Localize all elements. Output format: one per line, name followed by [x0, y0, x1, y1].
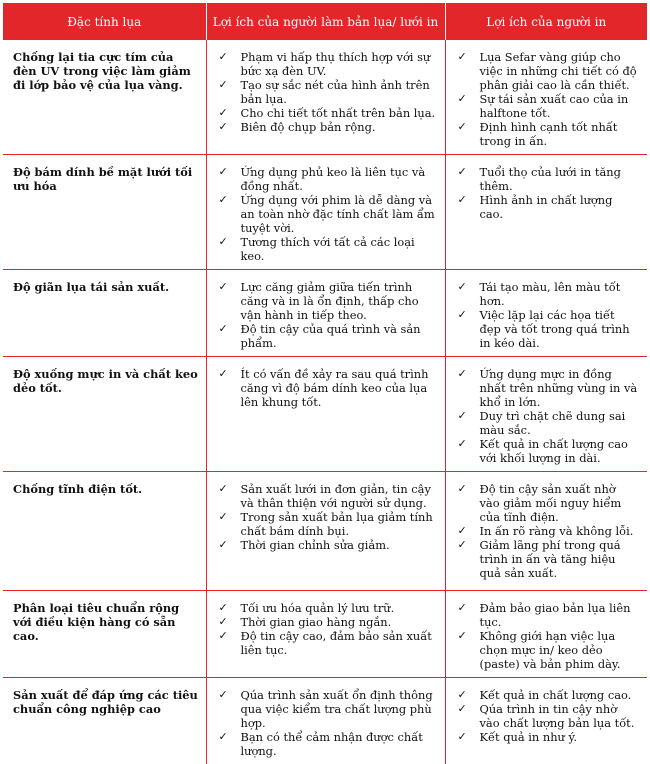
- checkmark-icon: ✓: [458, 730, 467, 744]
- checkmark-icon: ✓: [458, 482, 467, 496]
- list-item-text: Trong sản xuất bản lụa giảm tính chất bám dính bụi.: [241, 510, 433, 538]
- list-item: [215, 280, 437, 322]
- table-header-row: [3, 3, 647, 40]
- list-item-text: Biên độ chụp bản rộng.: [241, 120, 376, 134]
- list-item-text: Độ tin cậy của quá trình và sản phẩm.: [241, 322, 421, 350]
- checkmark-icon: ✓: [458, 120, 467, 134]
- list-item: [454, 629, 640, 671]
- list-item: [454, 50, 640, 92]
- list-item: [215, 235, 437, 263]
- list-item-text: Qúa trình in tin cậy nhờ vào chất lượng bản lụa tốt.: [480, 702, 635, 730]
- list-item: [454, 409, 640, 437]
- table-row: [3, 678, 647, 764]
- checkmark-icon: ✓: [219, 367, 228, 381]
- checkmark-icon: ✓: [458, 538, 467, 552]
- list-item-text: Định hình cạnh tốt nhất trong in ấn.: [480, 120, 618, 148]
- list-item: [215, 510, 437, 538]
- printer-benefits-list: [454, 50, 640, 148]
- property-cell: Độ xuống mực in và chất keo dẻo tốt.: [3, 357, 206, 472]
- list-item: [454, 165, 640, 193]
- table-row: [3, 357, 647, 472]
- checkmark-icon: ✓: [458, 409, 467, 423]
- maker-benefits-list: [215, 601, 437, 657]
- maker-benefits-list: [215, 280, 437, 350]
- maker-benefits-cell: [206, 155, 445, 270]
- list-item-text: Ứng dụng mực in đồng nhất trên những vùng in và khổ in lớn.: [480, 367, 638, 409]
- list-item: [215, 601, 437, 615]
- list-item: [454, 482, 640, 524]
- list-item: [215, 322, 437, 350]
- header-maker-benefits: Lợi ích của người làm bản lụa/ lưới in: [206, 3, 445, 40]
- checkmark-icon: ✓: [219, 50, 228, 64]
- list-item-text: Cho chi tiết tốt nhất trên bản lụa.: [241, 106, 436, 120]
- checkmark-icon: ✓: [219, 629, 228, 643]
- table-row: [3, 591, 647, 678]
- checkmark-icon: ✓: [219, 280, 228, 294]
- table-row: [3, 40, 647, 155]
- table-row: [3, 155, 647, 270]
- printer-benefits-cell: [445, 591, 647, 678]
- printer-benefits-list: [454, 482, 640, 580]
- list-item: [454, 688, 640, 702]
- list-item-text: Kết quả in chất lượng cao.: [480, 688, 632, 702]
- checkmark-icon: ✓: [458, 688, 467, 702]
- list-item: [215, 730, 437, 758]
- list-item-text: Ứng dụng phủ keo là liên tục và đồng nhất.: [241, 165, 426, 193]
- list-item-text: Thời gian giao hàng ngắn.: [241, 615, 392, 629]
- list-item: [454, 193, 640, 221]
- checkmark-icon: ✓: [458, 280, 467, 294]
- checkmark-icon: ✓: [458, 92, 467, 106]
- checkmark-icon: ✓: [219, 601, 228, 615]
- list-item-text: Tái tạo màu, lên màu tốt hơn.: [480, 280, 621, 308]
- list-item: [215, 78, 437, 106]
- list-item: [215, 120, 437, 134]
- list-item-text: Ít có vấn đề xảy ra sau quá trình căng vì độ bám dính keo của lụa lên khung tốt.: [241, 367, 429, 409]
- list-item-text: Bạn có thể cảm nhận được chất lượng.: [241, 730, 423, 758]
- printer-benefits-cell: [445, 472, 647, 591]
- property-cell: Chống tĩnh điện tốt.: [3, 472, 206, 591]
- maker-benefits-cell: [206, 678, 445, 764]
- list-item-text: Độ tin cậy sản xuất nhờ vào giảm mối nguy hiểm của tĩnh điện.: [480, 482, 622, 524]
- list-item-text: Sản xuất lưới in đơn giản, tin cậy và thân thiện với người sử dụng.: [241, 482, 431, 510]
- property-cell: Độ giãn lụa tái sản xuất.: [3, 270, 206, 357]
- checkmark-icon: ✓: [458, 308, 467, 322]
- list-item-text: Tuổi thọ của lưới in tăng thêm.: [480, 165, 621, 193]
- list-item: [215, 629, 437, 657]
- maker-benefits-cell: [206, 357, 445, 472]
- checkmark-icon: ✓: [458, 193, 467, 207]
- checkmark-icon: ✓: [458, 437, 467, 451]
- list-item: [215, 688, 437, 730]
- list-item-text: Phạm vi hấp thụ thích hợp với sự bức xạ đèn UV.: [241, 50, 431, 78]
- maker-benefits-list: [215, 50, 437, 134]
- checkmark-icon: ✓: [219, 193, 228, 207]
- maker-benefits-cell: [206, 40, 445, 155]
- printer-benefits-cell: [445, 40, 647, 155]
- checkmark-icon: ✓: [219, 165, 228, 179]
- checkmark-icon: ✓: [458, 702, 467, 716]
- printer-benefits-list: [454, 165, 640, 221]
- printer-benefits-list: [454, 601, 640, 671]
- list-item-text: Kết quả in như ý.: [480, 730, 578, 744]
- list-item-text: Kết quả in chất lượng cao với khối lượng in dài.: [480, 437, 628, 465]
- list-item: [454, 367, 640, 409]
- list-item-text: Lực căng giảm giữa tiến trình căng và in là ổn định, thấp cho vận hành in tiếp theo.: [241, 280, 419, 322]
- checkmark-icon: ✓: [458, 165, 467, 179]
- property-cell: Phân loại tiêu chuẩn rộng với điều kiện hàng có sẵn cao.: [3, 591, 206, 678]
- checkmark-icon: ✓: [458, 629, 467, 643]
- checkmark-icon: ✓: [219, 730, 228, 744]
- maker-benefits-list: [215, 688, 437, 758]
- list-item-text: Duy trì chặt chẽ dung sai màu sắc.: [480, 409, 626, 437]
- list-item: [454, 120, 640, 148]
- list-item: [454, 524, 640, 538]
- list-item-text: In ấn rõ ràng và không lỗi.: [480, 524, 634, 538]
- list-item-text: Thời gian chỉnh sửa giảm.: [241, 538, 390, 552]
- list-item: [454, 280, 640, 308]
- list-item-text: Việc lặp lại các họa tiết đẹp và tốt trong quá trình in kéo dài.: [480, 308, 630, 350]
- table-row: [3, 270, 647, 357]
- list-item: [215, 106, 437, 120]
- maker-benefits-list: [215, 367, 437, 409]
- list-item: [454, 437, 640, 465]
- list-item-text: Tương thích với tất cả các loại keo.: [241, 235, 415, 263]
- list-item-text: Qúa trình sản xuất ổn định thông qua việc kiểm tra chất lượng phù hợp.: [241, 688, 433, 730]
- list-item: [215, 367, 437, 409]
- list-item-text: Giảm lãng phí trong quá trình in ấn và tăng hiệu quả sản xuất.: [480, 538, 621, 580]
- checkmark-icon: ✓: [458, 50, 467, 64]
- list-item-text: Ứng dụng với phim là dễ dàng và an toàn nhờ đặc tính chất làm ẩm tuyệt vời.: [241, 193, 435, 235]
- property-cell: Độ bám dính bề mặt lưới tối ưu hóa: [3, 155, 206, 270]
- list-item: [215, 615, 437, 629]
- list-item-text: Hình ảnh in chất lượng cao.: [480, 193, 613, 221]
- list-item: [454, 601, 640, 629]
- printer-benefits-list: [454, 280, 640, 350]
- maker-benefits-cell: [206, 472, 445, 591]
- checkmark-icon: ✓: [458, 601, 467, 615]
- list-item: [215, 193, 437, 235]
- checkmark-icon: ✓: [458, 367, 467, 381]
- printer-benefits-cell: [445, 155, 647, 270]
- list-item: [215, 50, 437, 78]
- list-item-text: Sự tái sản xuất cao của in halftone tốt.: [480, 92, 629, 120]
- benefits-table: [3, 3, 647, 764]
- list-item: [454, 702, 640, 730]
- checkmark-icon: ✓: [219, 120, 228, 134]
- list-item-text: Đảm bảo giao bản lụa liên tục.: [480, 601, 631, 629]
- printer-benefits-cell: [445, 357, 647, 472]
- checkmark-icon: ✓: [219, 235, 228, 249]
- checkmark-icon: ✓: [219, 688, 228, 702]
- list-item-text: Độ tin cậy cao, đảm bảo sản xuất liên tục.: [241, 629, 432, 657]
- checkmark-icon: ✓: [219, 510, 228, 524]
- maker-benefits-list: [215, 482, 437, 552]
- header-property: Đặc tính lụa: [3, 3, 206, 40]
- list-item: [454, 730, 640, 744]
- list-item: [215, 165, 437, 193]
- maker-benefits-cell: [206, 591, 445, 678]
- list-item: [215, 482, 437, 510]
- checkmark-icon: ✓: [219, 482, 228, 496]
- list-item-text: Không giới hạn việc lụa chọn mực in/ keo dẻo (paste) và bản phim dày.: [480, 629, 621, 671]
- list-item: [454, 538, 640, 580]
- checkmark-icon: ✓: [458, 524, 467, 538]
- list-item-text: Tối ưu hóa quản lý lưu trữ.: [241, 601, 395, 615]
- list-item: [215, 538, 437, 552]
- checkmark-icon: ✓: [219, 78, 228, 92]
- list-item-text: Lụa Sefar vàng giúp cho việc in những chi tiết có độ phân giải cao là cần thiết.: [480, 50, 637, 92]
- printer-benefits-list: [454, 367, 640, 465]
- property-cell: Sản xuất để đáp ứng các tiêu chuẩn công nghiệp cao: [3, 678, 206, 764]
- checkmark-icon: ✓: [219, 538, 228, 552]
- list-item: [454, 92, 640, 120]
- maker-benefits-cell: [206, 270, 445, 357]
- property-cell: Chống lại tia cực tím của đèn UV trong việc làm giảm đi lớp bảo vệ của lụa vàng.: [3, 40, 206, 155]
- printer-benefits-list: [454, 688, 640, 744]
- checkmark-icon: ✓: [219, 106, 228, 120]
- printer-benefits-cell: [445, 678, 647, 764]
- list-item: [454, 308, 640, 350]
- table-row: [3, 472, 647, 591]
- list-item-text: Tạo sự sắc nét của hình ảnh trên bản lụa.: [241, 78, 430, 106]
- printer-benefits-cell: [445, 270, 647, 357]
- header-printer-benefits: Lợi ích của người in: [445, 3, 647, 40]
- checkmark-icon: ✓: [219, 615, 228, 629]
- maker-benefits-list: [215, 165, 437, 263]
- checkmark-icon: ✓: [219, 322, 228, 336]
